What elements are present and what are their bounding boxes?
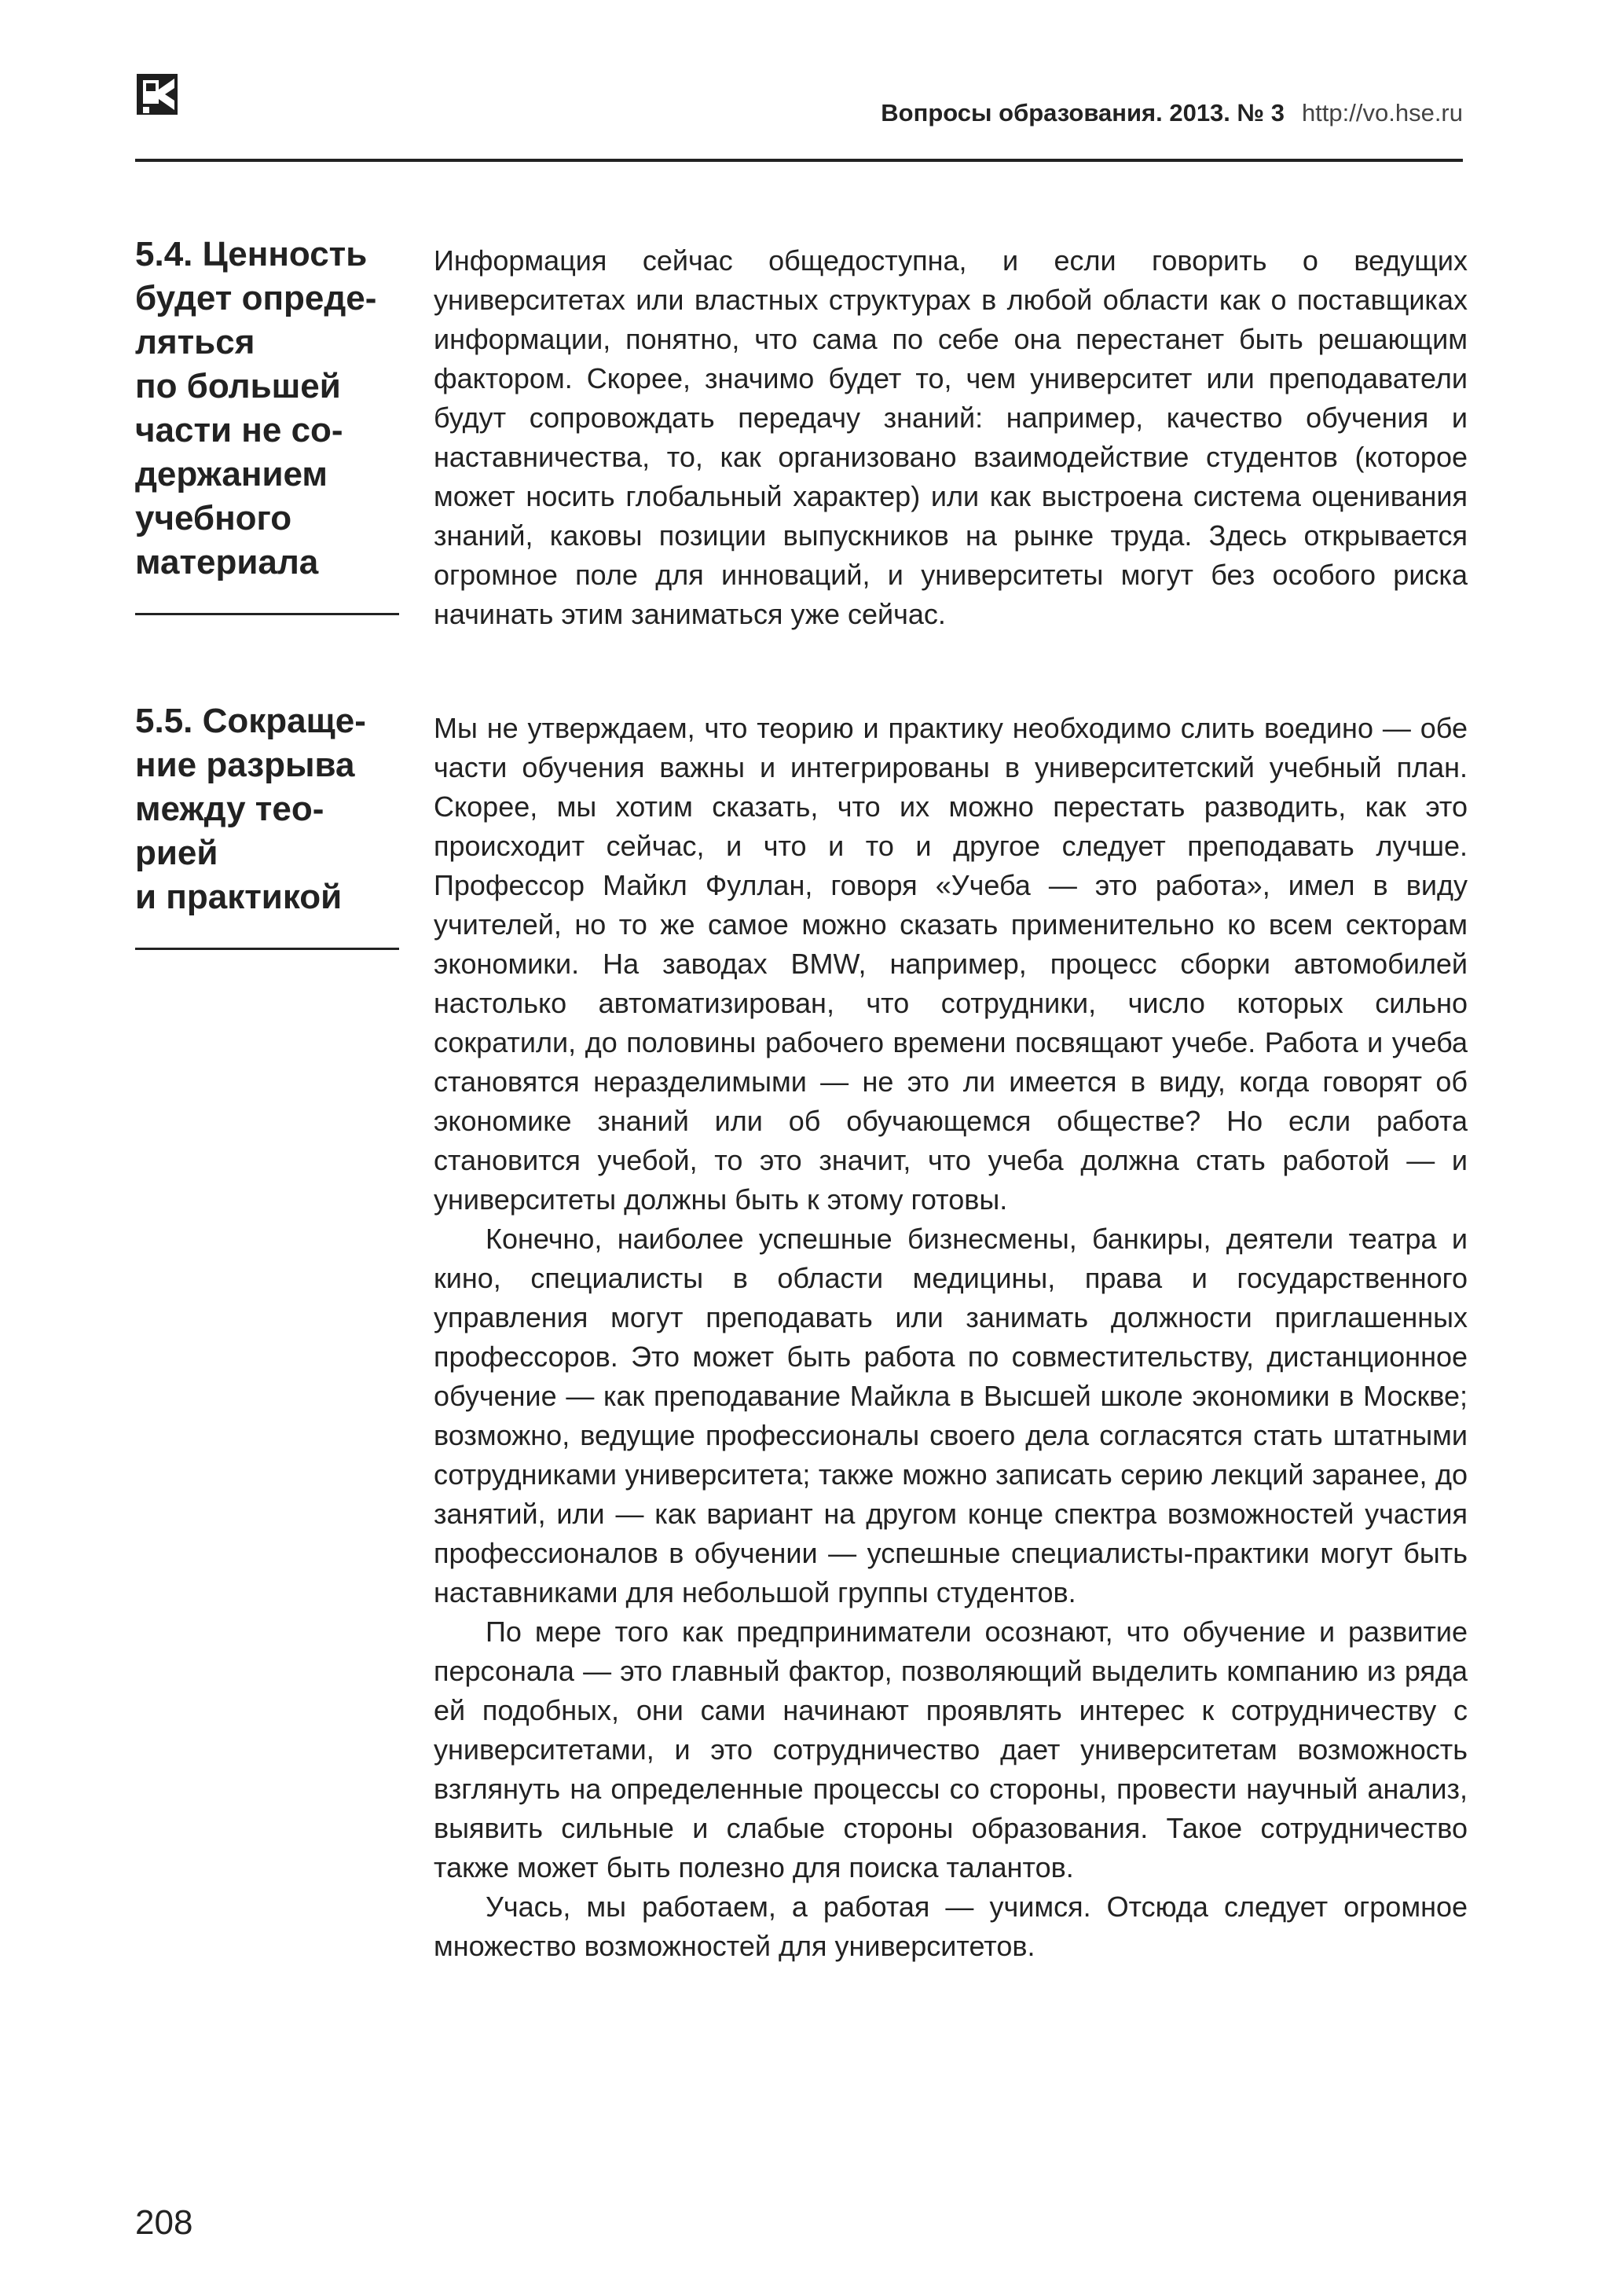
section-5-5-body <box>434 709 1468 1966</box>
section-5-4-heading: 5.4. Ценность будет опреде- ляться по большей части не со- держанием учебного материала <box>135 235 377 581</box>
page-number: 208 <box>135 2203 193 2242</box>
section-5-5-rule <box>135 948 399 950</box>
journal-title: Вопросы образования. 2013. № 3 <box>881 99 1285 127</box>
paragraph: Конечно, наиболее успешные бизнесмены, банкиры, деятели театра и кино, специалисты в области медицины, права и государственного управления могут преподавать или занимать должности приглашенных профессоров. Это может быть работа по совместительству, дистанционное обучение — как преподавание Майкла в Высшей школе экономики в Москве; возможно, ведущие профессионалы своего дела согласятся стать штатными сотрудниками университета; также можно записать серию лекций заранее, до занятий, или — как вариант на другом конце спектра возможностей участия профессионалов в обучении — успешные специалисты-практики могут быть наставниками для небольшой группы студентов. <box>434 1223 1468 1608</box>
journal-url[interactable]: http://vo.hse.ru <box>1301 99 1463 127</box>
running-header <box>881 97 1463 129</box>
section-5-4-rule <box>135 613 399 615</box>
section-5-4-body <box>434 241 1468 634</box>
paragraph: По мере того как предприниматели осознают, что обучение и развитие персонала — это главный фактор, позволяющий выделить компанию из ряда ей подобных, они сами начинают проявлять интерес к сотрудничеству с университетами, и это сотрудничество дает университетам возможность взглянуть на определенные процессы со стороны, провести научный анализ, выявить сильные и слабые стороны образования. Такое сотрудничество также может быть полезно для поиска талантов. <box>434 1616 1468 1883</box>
header-rule <box>135 159 1463 162</box>
paragraph: Информация сейчас общедоступна, и если говорить о ведущих университетах или властных структурах в любой области как о поставщиках информации, понятно, что сама по себе она перестанет быть решающим фактором. Скорее, значимо будет то, чем университет или преподаватели будут сопровождать передачу знаний: например, качество обучения и наставничества, то, как организовано взаимодействие студентов (которое может носить глобальный характер) или как выстроена система оценивания знаний, каковы позиции выпускников на рынке труда. Здесь открывается огромное поле для инноваций, и университеты могут без особого риска начинать этим заниматься уже сейчас. <box>434 244 1468 630</box>
paragraph: Мы не утверждаем, что теорию и практику необходимо слить воедино — обе части обучения важны и интегрированы в университетский учебный план. Скорее, мы хотим сказать, что их можно перестать разводить, как это происходит сейчас, и что и то и другое следует преподавать лучше. Профессор Майкл Фуллан, говоря «Учеба — это работа», имел в виду учителей, но то же самое можно сказать применительно ко всем секторам экономики. На заводах BMW, например, процесс сборки автомобилей настолько автоматизирован, что сотрудники, число которых сильно сократили, до половины рабочего времени посвящают учебе. Работа и учеба становятся неразделимыми — не это ли имеется в виду, когда говорят об экономике знаний или об обучающемся обществе? Но если работа становится учебой, то это значит, что учеба должна стать работой — и университеты должны быть к этому готовы. <box>434 712 1468 1216</box>
paragraph: Учась, мы работаем, а работая — учимся. Отсюда следует огромное множество возможностей для университетов. <box>434 1891 1468 1962</box>
section-5-5-heading: 5.5. Сокраще- ние разрыва между тео- рией и практикой <box>135 702 366 916</box>
journal-logo-icon <box>135 72 179 116</box>
